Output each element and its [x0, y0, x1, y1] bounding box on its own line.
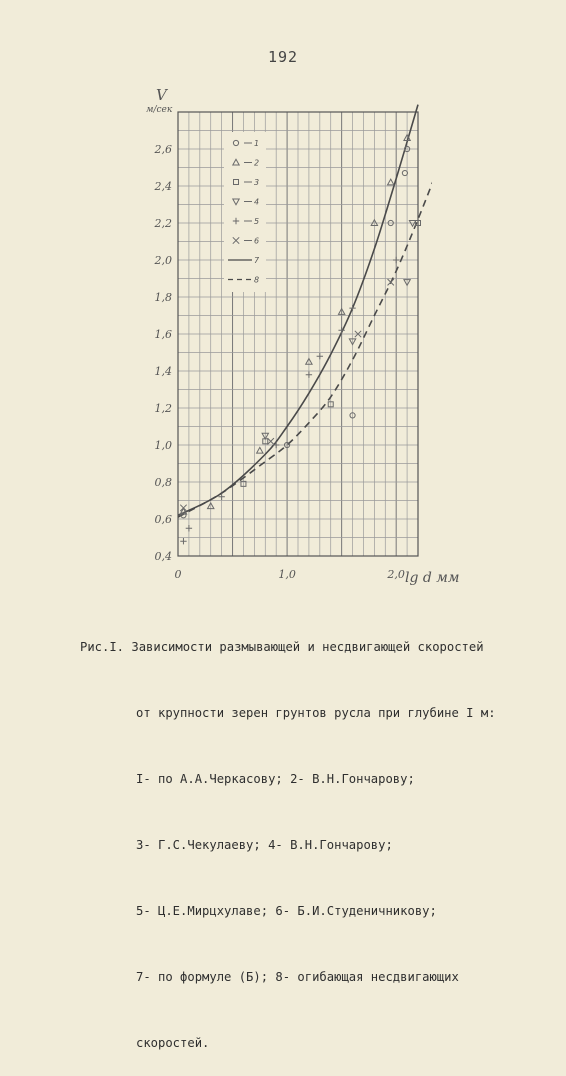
x-tick-label: 0: [174, 568, 182, 581]
series-5-point: [393, 257, 399, 263]
series-6-point: [388, 279, 394, 285]
caption-line: скоростей.: [136, 1036, 210, 1050]
x-tick-label: 2,0: [387, 568, 405, 581]
series-5-point: [186, 525, 192, 531]
y-tick-label: 2,2: [154, 217, 172, 230]
y-tick-label: 1,6: [154, 328, 172, 341]
legend-label-8: 8: [254, 275, 260, 285]
y-tick-label: 1,2: [154, 402, 172, 415]
legend-label-7: 7: [254, 256, 260, 265]
legend-label-5: 5: [254, 217, 260, 226]
caption-line: 7- по формуле (Б); 8- огибающая несдвигающих: [136, 970, 459, 984]
series-2-point: [257, 447, 263, 453]
y-tick-label: 1,4: [154, 365, 172, 378]
y-tick-label: 0,8: [154, 476, 172, 489]
tick-labels: [154, 143, 405, 581]
series-5-point: [273, 442, 279, 448]
page-number: 192: [267, 48, 299, 66]
series-6-point: [268, 438, 274, 444]
legend-label-2: 2: [254, 158, 260, 168]
x-tick-label: 1,0: [278, 568, 296, 581]
legend: [224, 132, 266, 292]
legend-label-3: 3: [254, 178, 260, 187]
y-tick-label: 2,4: [154, 180, 172, 193]
y-tick-label: 2,6: [154, 143, 172, 156]
caption-line: I- по А.А.Черкасову; 2- В.Н.Гончарову;: [136, 772, 415, 786]
y-tick-label: 0,6: [154, 513, 172, 526]
caption-line: 3- Г.С.Чекулаеву; 4- В.Н.Гончарову;: [136, 838, 393, 852]
chart-grid: [178, 112, 418, 556]
caption-line: Рис.I. Зависимости размывающей и несдвигающей скоростей: [80, 640, 484, 654]
series-5-point: [180, 538, 186, 544]
figure-caption: [80, 592, 560, 1076]
legend-label-4: 4: [254, 197, 260, 207]
legend-background: [224, 132, 266, 292]
legend-label-1: 1: [254, 139, 260, 148]
series-5-point: [317, 353, 323, 359]
x-axis-label: lg d мм: [405, 570, 460, 586]
y-tick-label: 1,8: [154, 291, 172, 304]
y-axis-label: V: [156, 86, 167, 104]
y-tick-label: 0,4: [154, 550, 172, 563]
series-1-point: [402, 170, 407, 175]
y-tick-label: 2,0: [154, 254, 172, 267]
series-6-point: [180, 505, 186, 511]
caption-line: 5- Ц.Е.Мирцхулаве; 6- Б.И.Студеничникову;: [136, 904, 437, 918]
y-axis-unit: м/сек: [146, 105, 173, 115]
series-5-point: [306, 372, 312, 378]
y-tick-label: 1,0: [154, 439, 172, 452]
chart-markers: [180, 135, 420, 545]
series-5-point: [349, 305, 355, 311]
series-2-point: [388, 179, 394, 185]
legend-label-6: 6: [254, 236, 260, 246]
caption-line: от крупности зерен грунтов русла при глубине I м:: [136, 706, 496, 720]
